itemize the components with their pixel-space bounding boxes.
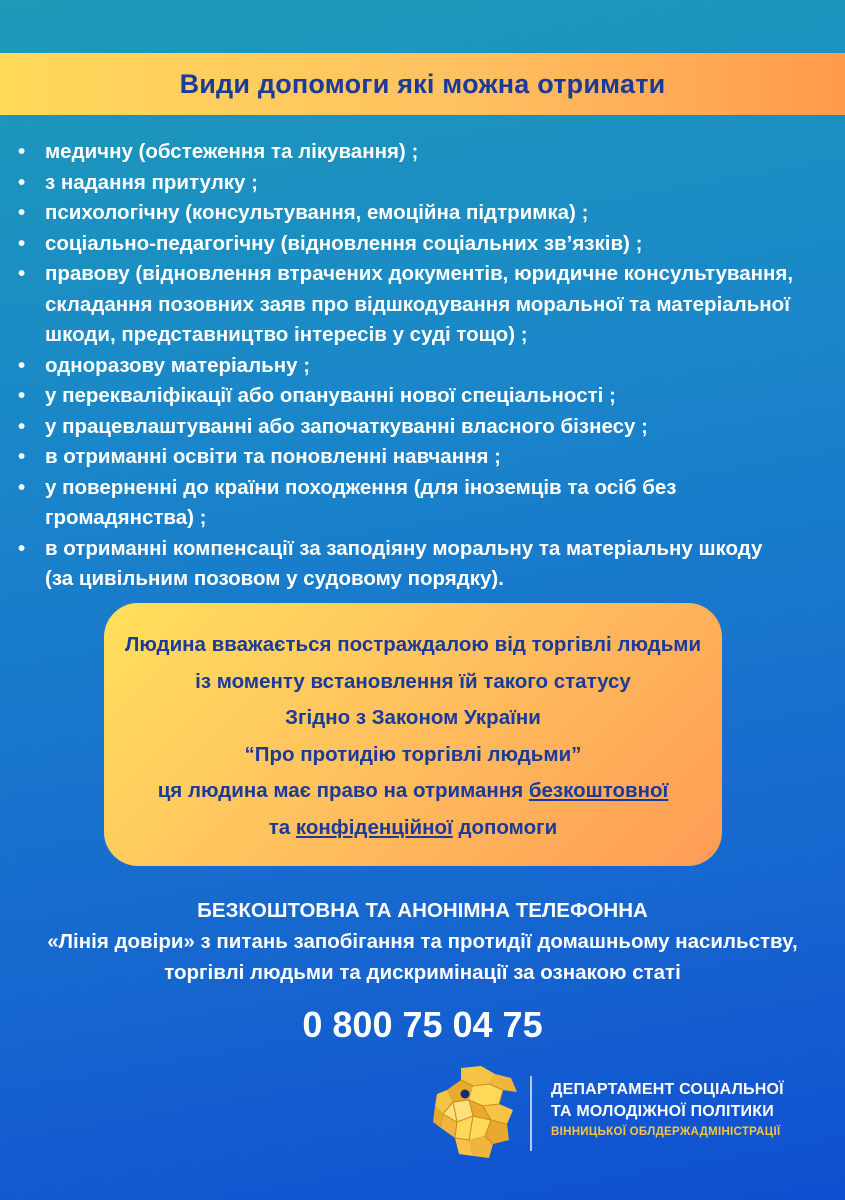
title-banner [0,53,845,115]
list-item-text: (за цивільним позовом у судовому порядку). [45,567,504,590]
hotline-block [0,895,845,988]
bullet-icon: • [18,414,26,438]
department-line-2: ТА МОЛОДІЖНОЇ ПОЛІТИКИ [551,1103,774,1120]
info-line-4: “Про протидію торгівлі людьми” [244,742,582,766]
hotline-description-1: «Лінія довіри» з питань запобігання та протидії домашньому насильству, [47,930,798,953]
hotline-description-2: торгівлі людьми та дискримінації за ознакою статі [164,961,681,984]
info-box [104,603,722,866]
info-line-1: Людина вважається постраждалою від торгівлі людьми [124,633,702,656]
confidential-emphasis: конфіденційної [295,815,453,839]
department-name [551,1079,841,1140]
list-item-text: у працевлаштуванні або започаткуванні власного бізнесу ; [45,414,648,438]
list-item-text: психологічну (консультування, емоційна підтримка) ; [45,201,589,224]
bullet-icon: • [18,475,26,499]
list-item [18,229,840,260]
info-line-6 [104,810,722,847]
list-item [18,412,840,443]
list-item [18,534,840,595]
list-item [18,198,840,229]
info-line-6-end: допомоги [452,815,558,839]
list-item [18,381,840,412]
bullet-icon: • [18,201,26,224]
bullet-icon: • [18,353,26,377]
list-item-text: у перекваліфікації або опануванні нової спеціальності ; [45,384,616,407]
bullet-icon: • [18,384,26,407]
list-item-text: складання позовних заяв про відшкодування моральної та матеріальної [45,292,790,316]
list-item-text: шкоди, представництво інтересів у суді тощо) ; [45,323,528,346]
list-item-text: правову (відновлення втрачених документів, юридичне консультування, [45,262,794,285]
list-item [18,259,840,351]
department-line-3: ВІННИЦЬКОЇ ОБЛДЕРЖАДМІНІСТРАЦІЇ [551,1126,781,1138]
list-item-text: одноразову матеріальну ; [45,353,311,377]
list-item-text: соціально-педагогічну (відновлення соціальних зв’язків) ; [45,231,643,255]
list-item [18,473,840,534]
list-item-text: в отриманні компенсації за заподіяну моральну та матеріальну шкоду [45,536,763,560]
hotline-phone-number[interactable]: 0 800 75 04 75 [302,1004,543,1045]
bullet-icon: • [18,170,26,194]
list-item [18,351,840,382]
info-line-6-text: та [268,815,296,839]
banner-title: Види допомоги які можна отримати [179,68,666,99]
department-line-1: ДЕПАРТАМЕНТ СОЦІАЛЬНОЇ [551,1081,784,1098]
bullet-icon: • [18,262,26,285]
list-item [18,137,840,168]
info-line-5 [104,773,722,810]
aid-types-list [18,137,840,595]
list-item-text: в отриманні освіти та поновленні навчання ; [45,445,501,468]
bullet-icon: • [18,140,26,163]
list-item-text: громадянства) ; [45,506,207,529]
hotline-heading: БЕЗКОШТОВНА ТА АНОНІМНА ТЕЛЕФОННА [197,899,648,922]
vinnytsia-region-map-icon [433,1066,518,1158]
info-line-2: із моменту встановлення їй такого статусу [195,669,631,693]
info-line-3: Згідно з Законом України [285,706,541,729]
info-line-5-text: ця людина має право на отримання [157,779,529,802]
list-item-text: у поверненні до країни походження (для іноземців та осіб без [45,475,677,499]
list-item [18,168,840,199]
logo-divider [530,1076,532,1151]
list-item [18,442,840,473]
bullet-icon: • [18,536,26,560]
list-item-text: медичну (обстеження та лікування) ; [45,140,419,163]
list-item-text: з надання притулку ; [45,170,258,194]
free-emphasis: безкоштовної [528,779,669,802]
bullet-icon: • [18,445,26,468]
bullet-icon: • [18,231,26,255]
